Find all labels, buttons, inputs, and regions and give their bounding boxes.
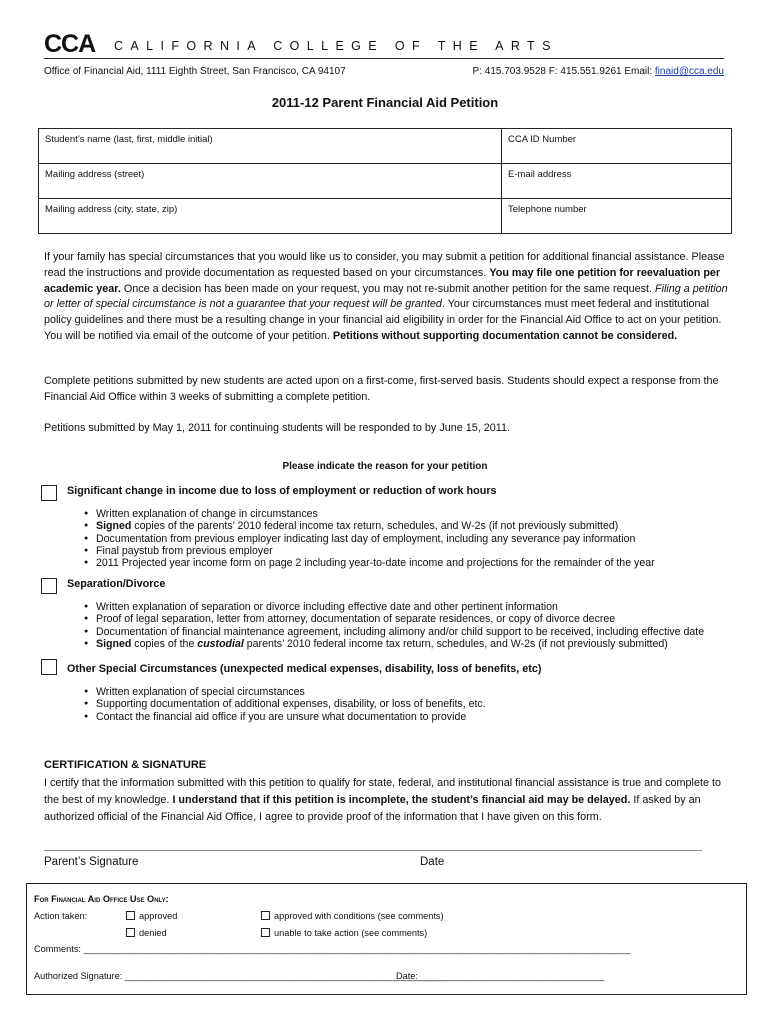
checkbox-icon[interactable] — [261, 928, 270, 937]
list-item: ● Written explanation of separation or divorce including effective date and other pertinent information — [84, 601, 704, 613]
list-item: ● Documentation of financial maintenance agreement, including alimony and/or child support to be received, including effective date — [84, 626, 704, 638]
list-item: ● Contact the financial aid office if you are unsure what documentation to provide — [84, 711, 486, 723]
page-title: 2011-12 Parent Financial Aid Petition — [271, 95, 499, 110]
intro-paragraph: If your family has special circumstances that you would like us to consider, you may submit a petition for additional financial assistance. Please read the instructions and provide documentation as requested based on your circumstances. You may file one petition for reevaluation per academic year. Once a decision has been made on your request, you may not re-submit another petition for the same request. Filing a petition or letter of special circumstance is not a guarantee that your request will be granted. Your circumstances must meet federal and institutional policy guidelines and there must be a resulting change in your financial aid eligibility in order for the Financial Aid Office to act on your petition. You will be notified via email of the outcome of your petition. Petitions without supporting documentation cannot be considered. — [44, 251, 728, 342]
header-divider — [44, 58, 724, 59]
date-label: Date — [420, 856, 445, 868]
phone-fax: P: 415.703.9528 F: 415.551.9261 Email: — [472, 66, 655, 77]
mailing-city-field[interactable]: Mailing address (city, state, zip) — [39, 199, 502, 234]
office-use-box — [26, 883, 747, 995]
action-taken-label: Action taken: — [34, 911, 88, 921]
authorized-signature-field[interactable]: Authorized Signature: ______________________________________________________________ — [34, 971, 442, 981]
income-change-title: Significant change in income due to loss of employment or reduction of work hours — [67, 485, 497, 497]
telephone-field[interactable]: Telephone number — [502, 199, 732, 234]
signature-line[interactable] — [44, 850, 702, 851]
other-circumstances-list — [84, 686, 486, 723]
office-date-field[interactable]: Date: ____________________________________ — [396, 971, 605, 981]
income-change-list — [84, 508, 655, 569]
income-change-checkbox[interactable] — [41, 485, 57, 501]
email-link[interactable]: finaid@cca.edu — [654, 66, 724, 77]
deadline-paragraph: Petitions submitted by May 1, 2011 for continuing students will be responded to by June 15, 2011. — [44, 422, 510, 434]
contact-info — [473, 66, 724, 77]
college-name: CALIFORNIA COLLEGE OF THE ARTS — [114, 39, 558, 53]
separation-divorce-list — [84, 601, 704, 650]
checkbox-icon[interactable] — [261, 911, 270, 920]
comments-field[interactable]: Comments: ___________________________________________________________________________________________________________ — [34, 944, 631, 954]
checkbox-icon[interactable] — [126, 911, 135, 920]
list-item: ● Written explanation of special circumstances — [84, 686, 486, 698]
list-item: ● 2011 Projected year income form on page 2 including year-to-date income and projections for the remainder of the year — [84, 557, 655, 569]
separation-divorce-checkbox[interactable] — [41, 578, 57, 594]
denied-option[interactable]: denied — [126, 928, 167, 938]
cca-id-field[interactable]: CCA ID Number — [502, 129, 732, 164]
mailing-street-field[interactable]: Mailing address (street) — [39, 164, 502, 199]
reason-heading: Please indicate the reason for your petition — [282, 461, 488, 472]
list-item: ● Signed copies of the custodial parents’ 2010 federal income tax return, schedules, and W-2s (if not previously submitted) — [84, 638, 704, 650]
approved-option[interactable]: approved — [126, 911, 177, 921]
list-item: ● Supporting documentation of additional expenses, disability, or loss of benefits, etc. — [84, 698, 486, 710]
list-item: ● Documentation from previous employer indicating last day of employment, including any severance pay information — [84, 533, 655, 545]
email-field[interactable]: E-mail address — [502, 164, 732, 199]
office-use-heading: For Financial Aid Office Use Only: — [34, 894, 169, 904]
separation-divorce-title: Separation/Divorce — [67, 578, 166, 590]
certification-text: I certify that the information submitted with this petition to qualify for state, federal, and institutional financial assistance is true and complete to the best of my knowledge. I understand that if this petition is incomplete, the student’s financial aid may be delayed. If asked by an authorized official of the Financial Aid Office, I agree to provide proof of the information that I have given on this form. — [44, 777, 721, 823]
other-circumstances-title: Other Special Circumstances (unexpected medical expenses, disability, loss of benefits, etc) — [67, 663, 542, 675]
certification-heading: CERTIFICATION & SIGNATURE — [44, 759, 207, 771]
list-item: ● Signed copies of the parents’ 2010 federal income tax return, schedules, and W-2s (if not previously submitted) — [84, 520, 655, 532]
student-info-table — [38, 128, 732, 234]
cca-logo: CCA — [44, 30, 96, 58]
parent-signature-label: Parent’s Signature — [44, 856, 139, 868]
other-circumstances-checkbox[interactable] — [41, 659, 57, 675]
list-item: ● Proof of legal separation, letter from attorney, documentation of separate residences, or copy of divorce decree — [84, 613, 704, 625]
response-time-paragraph: Complete petitions submitted by new students are acted upon on a first-come, first-served basis. Students should expect a response from the Financial Aid Office within 3 weeks of submitting a complete petition. — [44, 375, 719, 403]
student-name-field[interactable]: Student’s name (last, first, middle initial) — [39, 129, 502, 164]
office-address: Office of Financial Aid, 1111 Eighth Street, San Francisco, CA 94107 — [44, 66, 346, 77]
list-item: ● Written explanation of change in circumstances — [84, 508, 655, 520]
unable-option[interactable]: unable to take action (see comments) — [261, 928, 427, 938]
checkbox-icon[interactable] — [126, 928, 135, 937]
approved-conditions-option[interactable]: approved with conditions (see comments) — [261, 911, 444, 921]
list-item: ● Final paystub from previous employer — [84, 545, 655, 557]
